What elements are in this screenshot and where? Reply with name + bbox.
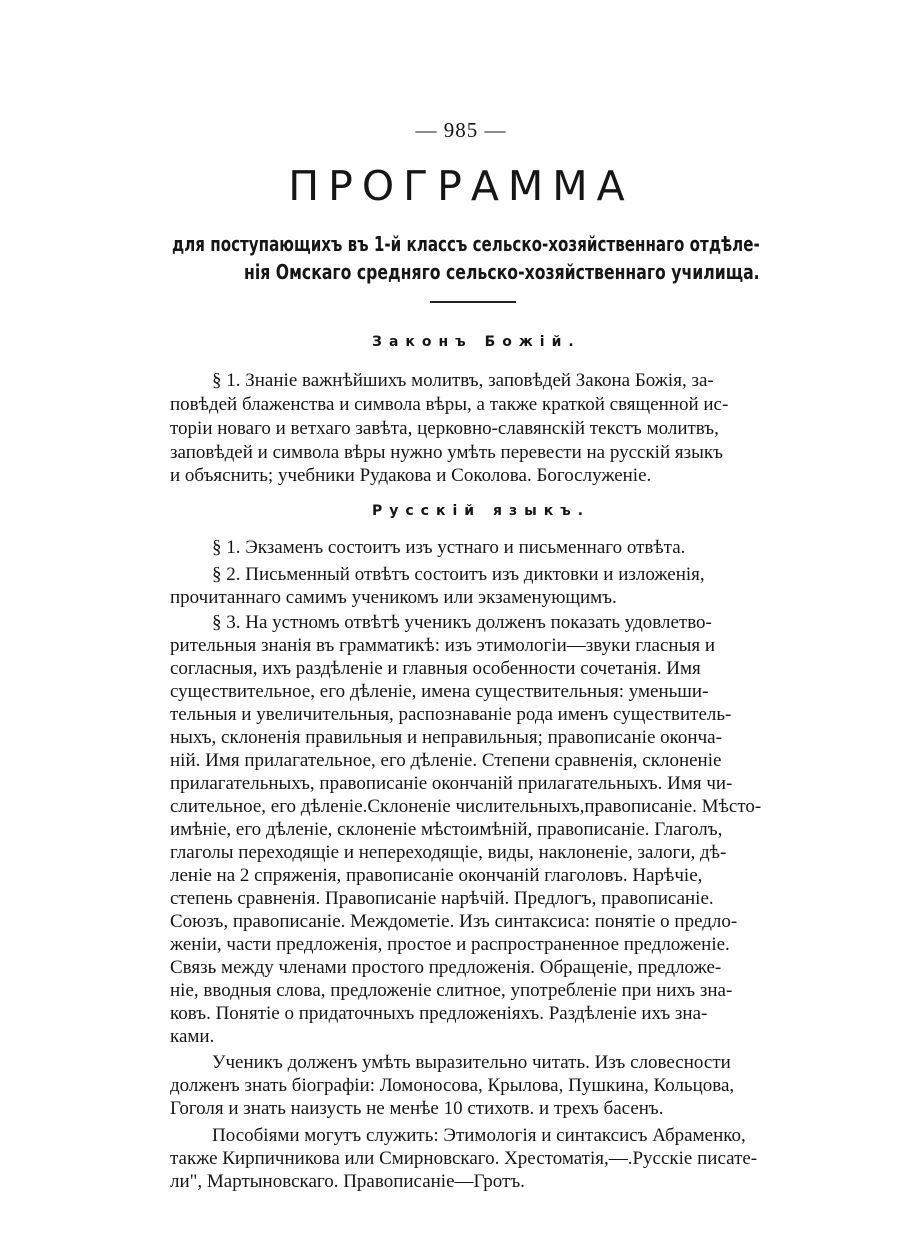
text-line: Гоголя и знать наизусть не менѣе 10 стихотв. и трехъ басенъ. — [170, 1098, 664, 1119]
text-line: существительное, его дѣленіе, имена существительныя: уменьши- — [170, 681, 709, 702]
text-line: ковъ. Понятіе о придаточныхъ предложеніяхъ. Раздѣленіе ихъ зна- — [170, 1003, 708, 1024]
text-line: долженъ знать біографіи: Ломоносова, Крылова, Пушкина, Кольцова, — [170, 1075, 735, 1096]
page-number: — 985 — — [415, 118, 507, 142]
text-line: заповѣдей и символа вѣры нужно умѣть перевести на русскій языкъ — [170, 442, 723, 463]
text-line: прилагательныхъ, правописаніе окончаній прилагательныхъ. Имя чи- — [170, 773, 733, 794]
subtitle-line: для поступающихъ въ 1-й классъ сельско-хозяйственнаго отдѣле- — [172, 232, 760, 256]
text-line: степень сравненія. Правописаніе нарѣчій. Предлогъ, правописаніе. — [170, 888, 714, 909]
text-line: повѣдей блаженства и символа вѣры, а также краткой священной ис- — [170, 394, 729, 415]
text-line: прочитаннаго самимъ ученикомъ или экзаменующимъ. — [170, 587, 617, 608]
text-line: Союзъ, правописаніе. Междометіе. Изъ синтаксиса: понятіе о предло- — [170, 911, 738, 932]
text-line: женіи, части предложенія, простое и распространенное предложеніе. — [170, 934, 730, 955]
text-line: рительныя знанія въ грамматикѣ: изъ этимологіи—звуки гласныя и — [170, 635, 716, 656]
text-line: ніе, вводныя слова, предложеніе слитное, употребленіе при нихъ зна- — [170, 980, 733, 1001]
text-line: ками. — [170, 1026, 215, 1047]
text-line: ній. Имя прилагательное, его дѣленіе. Степени сравненія, склоненіе — [170, 750, 722, 771]
section-heading-russkiy-yazyk: Русскій языкъ. — [372, 503, 591, 519]
divider-rule — [430, 301, 516, 303]
text-line: слительное, его дѣленіе.Склоненіе числительныхъ,правописаніе. Мѣсто- — [170, 796, 762, 817]
page-title: ПРОГРАММА — [288, 162, 634, 210]
text-line: ныхъ, склоненія правильныя и неправильныя; правописаніе оконча- — [170, 727, 722, 748]
text-line: § 1. Экзаменъ состоитъ изъ устнаго и письменнаго отвѣта. — [212, 537, 686, 558]
text-line: § 3. На устномъ отвѣтѣ ученикъ долженъ показать удовлетво- — [212, 612, 712, 633]
text-line: Пособіями могутъ служить: Этимологія и синтаксисъ Абраменко, — [212, 1125, 746, 1146]
text-line: § 1. Знаніе важнѣйшихъ молитвъ, заповѣдей Закона Божія, за- — [212, 370, 714, 391]
text-line: глаголы переходящіе и непереходящіе, виды, наклоненіе, залоги, дѣ- — [170, 842, 727, 863]
text-line: также Кирпичникова или Смирновскаго. Хрестоматія,—.Русскіе писате- — [170, 1148, 758, 1169]
text-line: тельныя и увеличительныя, распознаваніе рода именъ существитель- — [170, 704, 732, 725]
text-line: торіи новаго и ветхаго завѣта, церковно-славянскій текстъ молитвъ, — [170, 418, 719, 439]
text-line: согласныя, ихъ раздѣленіе и главныя особенности сочетанія. Имя — [170, 658, 701, 679]
text-line: Ученикъ долженъ умѣть выразительно читать. Изъ словесности — [212, 1052, 731, 1073]
text-line: § 2. Письменный отвѣтъ состоитъ изъ диктовки и изложенія, — [212, 564, 705, 585]
section-heading-zakon-bozhiy: Законъ Божій. — [372, 334, 581, 350]
text-line: Связь между членами простого предложенія. Обращеніе, предложе- — [170, 957, 722, 978]
text-line: имѣніе, его дѣленіе, склоненіе мѣстоимѣній, правописаніе. Глаголъ, — [170, 819, 723, 840]
subtitle-line: нія Омскаго средняго сельско-хозяйственнаго училища. — [244, 260, 760, 284]
text-line: леніе на 2 спряженія, правописаніе окончаній глаголовъ. Нарѣчіе, — [170, 865, 703, 886]
text-line: ли", Мартыновскаго. Правописаніе—Гротъ. — [170, 1171, 525, 1192]
text-line: и объяснить; учебники Рудакова и Соколова. Богослуженіе. — [170, 465, 652, 486]
